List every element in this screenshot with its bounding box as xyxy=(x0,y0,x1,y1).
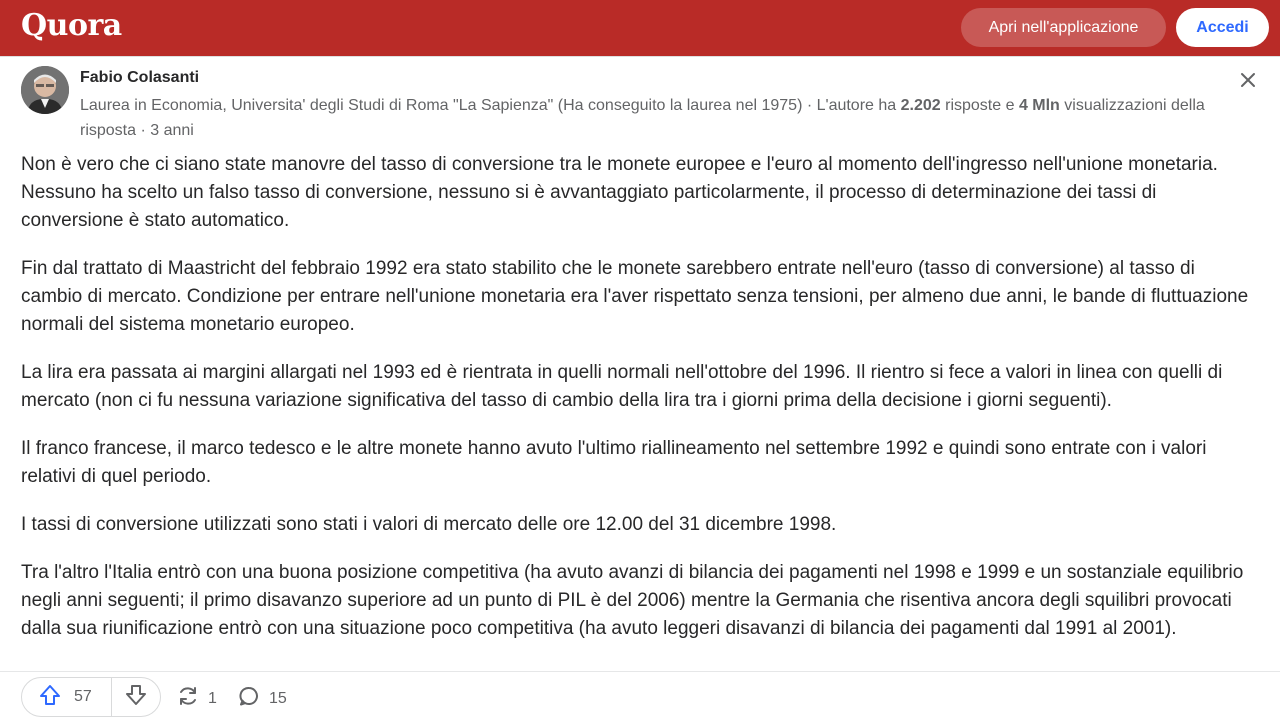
share-button[interactable] xyxy=(176,684,217,713)
credential-prefix: Laurea in Economia, Universita' degli Studi di Roma "La Sapienza" (Ha conseguito la laurea nel 1975) · L'autore ha xyxy=(80,97,901,114)
views-count: 4 Mln xyxy=(1018,97,1060,114)
comment-bubble-icon xyxy=(237,684,261,713)
author-name[interactable]: Fabio Colasanti xyxy=(80,69,200,86)
answer-paragraph: I tassi di conversione utilizzati sono stati i valori di mercato delle ore 12.00 del 31 dicembre 1998. xyxy=(21,514,837,535)
answer-paragraph: Fin dal trattato di Maastricht del febbraio 1992 era stato stabilito che le monete sarebbero entrate nell'euro (tasso di conversione) al tasso di cambio di mercato. Condizione per entrare nell'unione monetaria era l'aver rispettato senza tensioni, per almeno due anni, le bande di fluttuazione normali del sistema monetario europeo. xyxy=(21,258,1249,335)
downvote-button[interactable] xyxy=(112,678,160,716)
open-app-button[interactable]: Apri nell'applicazione xyxy=(961,8,1166,47)
upvote-button[interactable] xyxy=(22,678,112,716)
answer-paragraph: Non è vero che ci siano state manovre del tasso di conversione tra le monete europee e l'euro al momento dell'ingresso nell'unione monetaria. Nessuno ha scelto un falso tasso di conversione, nessuno si è avvantaggiato particolarmente, il processo di determinazione dei tassi di conversione è stato automatico. xyxy=(21,154,1218,231)
login-button[interactable]: Accedi xyxy=(1176,8,1269,47)
answer-paragraph: Il franco francese, il marco tedesco e le altre monete hanno avuto l'ultimo riallineamento nel settembre 1992 e quindi sono entrate con i valori relativi di quel periodo. xyxy=(21,438,1207,487)
share-count: 1 xyxy=(208,689,217,707)
top-bar xyxy=(0,0,1280,56)
answers-count: 2.202 xyxy=(900,97,941,114)
close-icon[interactable] xyxy=(1234,66,1262,94)
quora-logo[interactable]: Quora xyxy=(21,8,122,43)
downvote-arrow-icon xyxy=(124,683,148,712)
credential-suffix: visualizzazioni della risposta · 3 anni xyxy=(80,97,1205,139)
answer-paragraph: Tra l'altro l'Italia entrò con una buona posizione competitiva (ha avuto avanzi di bilancia dei pagamenti nel 1998 e 1999 e un sostanziale equilibrio negli anni seguenti; il primo disavanzo superiore ad un punto di PIL è del 2006) mentre la Germania che risentiva ancora degli squilibri provocati dalla sua riunificazione entrò con una situazione poco competitiva (ha avuto leggeri disavanzi di bilancia dei pagamenti dal 1991 al 2001). xyxy=(21,562,1244,639)
vote-pill xyxy=(21,677,161,717)
credential-mid: risposte e xyxy=(940,97,1019,114)
footer-divider xyxy=(0,671,1280,672)
upvote-arrow-icon xyxy=(38,683,62,712)
author-credential xyxy=(80,93,1250,143)
upvote-count: 57 xyxy=(74,688,92,705)
share-icon xyxy=(176,684,200,713)
author-avatar[interactable] xyxy=(21,66,69,114)
header-divider xyxy=(0,56,1280,57)
comment-count: 15 xyxy=(269,689,287,707)
answer-paragraph: La lira era passata ai margini allargati nel 1993 ed è rientrata in quelli normali nell'ottobre del 1996. Il rientro si fece a valori in linea con quelli di mercato (non ci fu nessuna variazione significativa del tasso di cambio della lira tra i giorni prima della decisione i giorni seguenti). xyxy=(21,362,1223,411)
comments-button[interactable] xyxy=(237,684,287,713)
answer-body xyxy=(21,151,1261,663)
